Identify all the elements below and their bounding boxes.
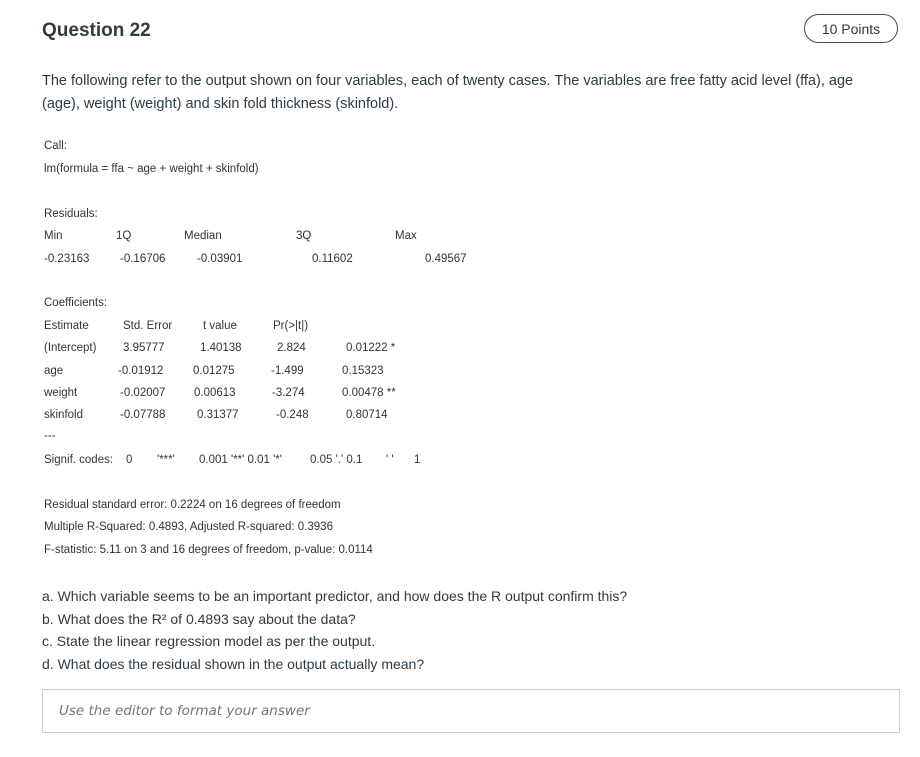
signif-code: 0 <box>126 454 133 466</box>
coef-t-value: -1.499 <box>271 365 304 377</box>
residuals-label: Residuals: <box>44 208 98 220</box>
intro-line: (age), weight (weight) and skin fold thickness (skinfold). <box>42 96 399 112</box>
coef-std-error: 0.00613 <box>194 387 236 399</box>
question-title: Question 22 <box>42 20 151 41</box>
signif-code: ' ' <box>386 454 394 466</box>
coef-header: t value <box>203 320 237 332</box>
signif-code: 0.05 '.' 0.1 <box>310 454 363 466</box>
coef-estimate: 3.95777 <box>123 342 165 354</box>
sub-question: d. What does the residual shown in the output actually mean? <box>42 656 425 673</box>
residual-value: -0.03901 <box>197 253 243 265</box>
ellipsis: --- <box>44 430 56 442</box>
sub-question: c. State the linear regression model as per the output. <box>42 633 376 650</box>
summary-line: F-statistic: 5.11 on 3 and 16 degrees of freedom, p-value: 0.0114 <box>44 544 373 556</box>
coef-t-value: -0.248 <box>276 409 309 421</box>
summary-line: Residual standard error: 0.2224 on 16 degrees of freedom <box>44 499 341 511</box>
sub-question: b. What does the R² of 0.4893 say about the data? <box>42 610 356 627</box>
coef-p-value: 0.80714 <box>346 409 388 421</box>
residual-header: Median <box>184 230 222 242</box>
sub-question: a. Which variable seems to be an important predictor, and how does the R output confirm this? <box>42 588 628 604</box>
coefficients-label: Coefficients: <box>44 297 108 309</box>
coef-header: Std. Error <box>123 320 173 332</box>
signif-code: 1 <box>414 454 421 466</box>
residual-header: 3Q <box>296 230 312 242</box>
sub-questions <box>42 585 627 676</box>
coef-p-value: 0.00478 ** <box>342 387 396 399</box>
coef-name: weight <box>44 387 78 399</box>
residual-value: -0.23163 <box>44 253 90 265</box>
signif-code: '***' <box>157 454 175 466</box>
coef-std-error: 1.40138 <box>200 342 242 354</box>
coef-name: (Intercept) <box>44 342 97 354</box>
coef-std-error: 0.01275 <box>193 365 235 377</box>
signif-code: 0.001 '**' 0.01 '*' <box>199 454 282 466</box>
coef-std-error: 0.31377 <box>197 409 239 421</box>
call-formula: lm(formula = ffa ~ age + weight + skinfold) <box>44 163 259 175</box>
coef-t-value: 2.824 <box>277 342 306 354</box>
answer-placeholder: Use the editor to format your answer <box>59 703 310 719</box>
coef-estimate: -0.07788 <box>120 409 166 421</box>
summary-line: Multiple R-Squared: 0.4893, Adjusted R-squared: 0.3936 <box>44 521 333 533</box>
coef-t-value: -3.274 <box>272 387 305 399</box>
residual-header: Min <box>44 230 63 242</box>
coef-name: skinfold <box>44 409 83 421</box>
residual-value: 0.11602 <box>312 253 353 265</box>
coef-estimate: -0.02007 <box>120 387 166 399</box>
residual-value: -0.16706 <box>120 253 166 265</box>
coef-estimate: -0.01912 <box>118 365 164 377</box>
residual-header: Max <box>395 230 417 242</box>
coef-p-value: 0.01222 * <box>346 342 396 354</box>
coef-header: Pr(>|t|) <box>273 320 309 332</box>
coef-name: age <box>44 365 64 377</box>
intro-line: The following refer to the output shown on four variables, each of twenty cases. The variables are free fatty acid level (ffa), age <box>42 73 854 89</box>
signif-label: Signif. codes: <box>44 454 114 466</box>
coef-header: Estimate <box>44 320 89 332</box>
call-label: Call: <box>44 140 68 152</box>
points-badge: 10 Points <box>804 14 898 43</box>
answer-editor[interactable] <box>42 689 900 733</box>
question-intro <box>42 70 900 116</box>
coef-p-value: 0.15323 <box>342 365 384 377</box>
residual-header: 1Q <box>116 230 132 242</box>
residual-value: 0.49567 <box>425 253 467 265</box>
